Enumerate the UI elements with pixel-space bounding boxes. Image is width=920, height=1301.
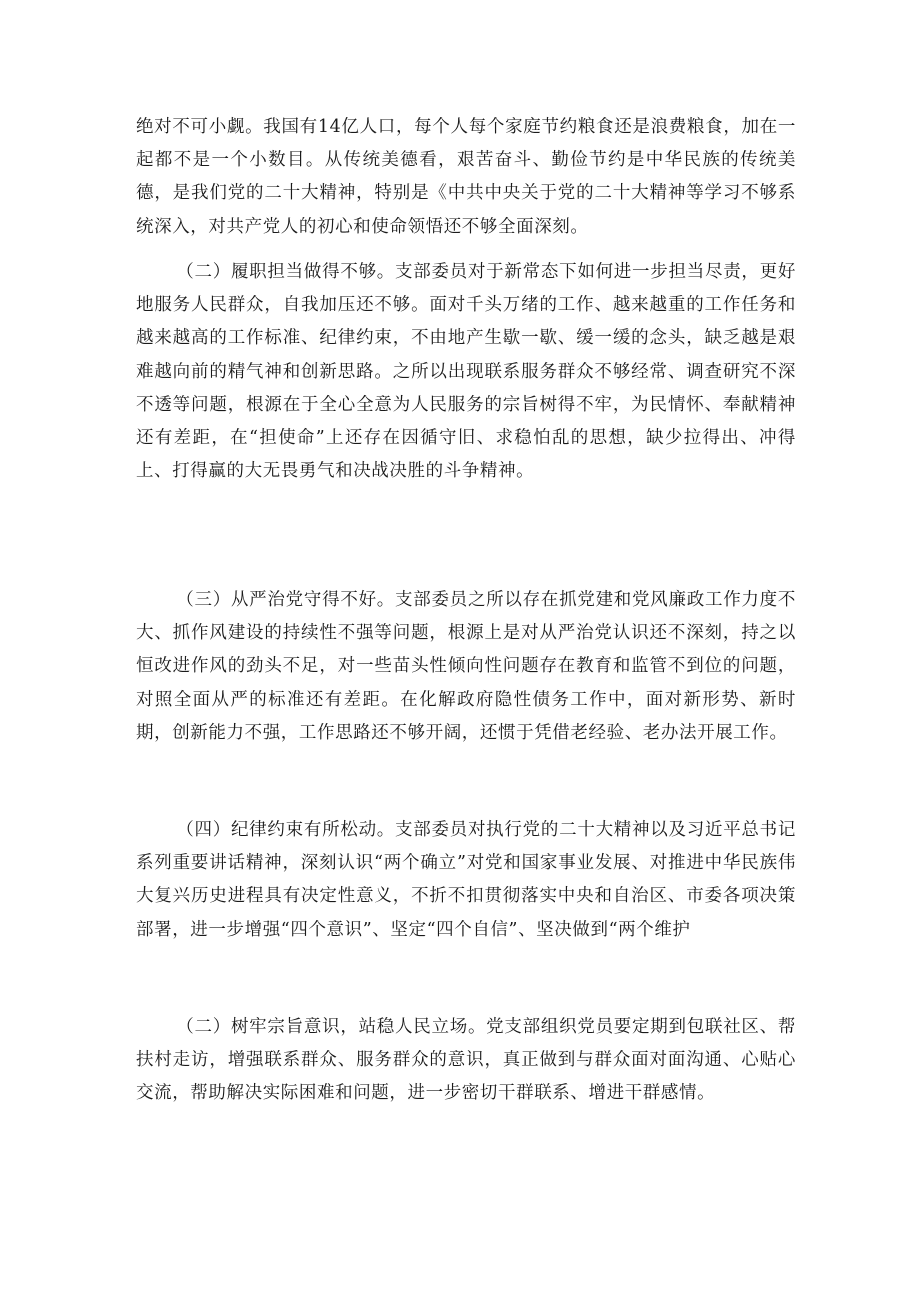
paragraph-duty-responsibility: （二）履职担当做得不够。支部委员对于新常态下如何进一步担当尽责，更好地服务人民群众，自我加压还不够。面对千头万绪的工作、越来越重的工作任务和越来越高的工作标准、纪律约束，不由地产生歇一歇、缓一缓的念头，缺乏越是艰难越向前的精气神和创新思路。之所以出现联系服务群众不够经常、调查研究不深不透等问题，根源在于全心全意为人民服务的宗旨树得不牢，为民情怀、奉献精神还有差距，在“担使命”上还存在因循守旧、求稳怕乱的思想，缺少拉得出、冲得上、打得赢的大无畏勇气和决战决胜的斗争精神。 <box>136 262 796 482</box>
paragraph-strict-governance: （三）从严治党守得不好。支部委员之所以存在抓党建和党风廉政工作力度不大、抓作风建设的持续性不强等问题，根源上是对从严治党认识还不深刻，持之以恒改进作风的劲头不足，对一些苗头性倾向性问题存在教育和监管不到位的问题，对照全面从严的标准还有差距。在化解政府隐性债务工作中，面对新形势、新时期，创新能力不强，工作思路还不够开阔，还惯于凭借老经验、老办法开展工作。 <box>136 590 796 743</box>
paragraph-purpose-awareness: （二）树牢宗旨意识，站稳人民立场。党支部组织党员要定期到包联社区、帮扶村走访，增强联系群众、服务群众的意识，真正做到与群众面对面沟通、心贴心交流，帮助解决实际困难和问题，进一步密切干群联系、增进干群感情。 <box>136 1017 796 1104</box>
paragraph-discipline: （四）纪律约束有所松动。支部委员对执行党的二十大精神以及习近平总书记系列重要讲话精神，深刻认识“两个确立”对党和国家事业发展、对推进中华民族伟大复兴历史进程具有决定性意义，不折不扣贯彻落实中央和自治区、市委各项决策部署，进一步增强“四个意识”、坚定“四个自信”、坚决做到“两个维护 <box>136 820 796 940</box>
paragraph-continuation: 绝对不可小觑。我国有14亿人口，每个人每个家庭节约粮食还是浪费粮食，加在一起都不是一个小数目。从传统美德看，艰苦奋斗、勤俭节约是中华民族的传统美德，是我们党的二十大精神，特别是《中共中央关于党的二十大精神等学习不够系统深入，对共产党人的初心和使命领悟还不够全面深刻。 <box>136 117 796 237</box>
